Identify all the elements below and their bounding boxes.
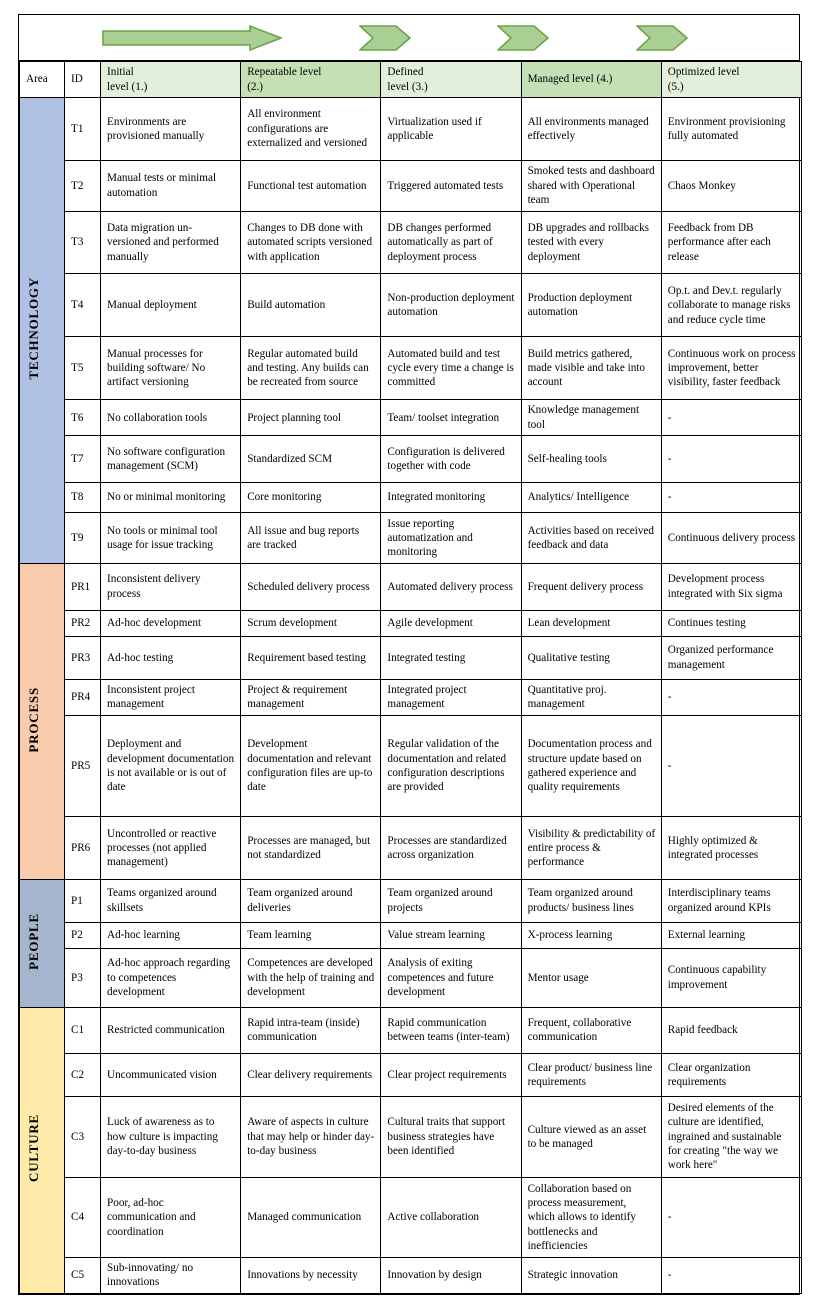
cell-p2-level-2: Team learning (241, 922, 381, 948)
row-id-c1: C1 (65, 1007, 101, 1054)
header-level-4 (521, 62, 661, 98)
table-row (20, 513, 802, 564)
cell-t7-level-5: - (661, 436, 801, 483)
cell-t5-level-5: Continuous work on process improvement, better visibility, faster feedback (661, 337, 801, 400)
cell-c4-level-5: - (661, 1177, 801, 1257)
row-id-pr2: PR2 (65, 610, 101, 636)
cell-t2-level-1: Manual tests or minimal automation (101, 160, 241, 211)
area-label-text: PEOPLE (26, 912, 41, 970)
cell-t1-level-5: Environment provisioning fully automated (661, 98, 801, 161)
row-id-c2: C2 (65, 1054, 101, 1097)
header-row (20, 62, 802, 98)
cell-c5-level-1: Sub-innovating/ no innovations (101, 1257, 241, 1293)
cell-pr2-level-3: Agile development (381, 610, 521, 636)
maturity-progression-arrows (19, 15, 799, 61)
table-row (20, 160, 802, 211)
table-row (20, 1257, 802, 1293)
cell-t4-level-3: Non-production deployment automation (381, 274, 521, 337)
cell-c4-level-2: Managed communication (241, 1177, 381, 1257)
table-row (20, 1054, 802, 1097)
header-level-2 (241, 62, 381, 98)
cell-t8-level-4: Analytics/ Intelligence (521, 482, 661, 512)
cell-t6-level-4: Knowledge management tool (521, 400, 661, 436)
row-id-t6: T6 (65, 400, 101, 436)
cell-c1-level-1: Restricted communication (101, 1007, 241, 1054)
cell-p3-level-2: Competences are developed with the help of training and development (241, 948, 381, 1007)
table-row (20, 1177, 802, 1257)
row-id-pr5: PR5 (65, 715, 101, 816)
cell-c1-level-2: Rapid intra-team (inside) communication (241, 1007, 381, 1054)
cell-t5-level-4: Build metrics gathered, made visible and take into account (521, 337, 661, 400)
cell-pr5-level-1: Deployment and development documentation is not available or is out of date (101, 715, 241, 816)
area-label-text: PROCESS (26, 686, 41, 753)
header-id: ID (65, 62, 101, 98)
table-row (20, 948, 802, 1007)
area-label-process (20, 563, 65, 879)
cell-c3-level-5: Desired elements of the culture are identified, ingrained and sustainable for creating "the way we work here" (661, 1096, 801, 1177)
cell-pr1-level-4: Frequent delivery process (521, 563, 661, 610)
arrow-long-initial-to-repeatable-icon (102, 25, 282, 51)
cell-p2-level-3: Value stream learning (381, 922, 521, 948)
cell-pr5-level-3: Regular validation of the documentation and related configuration descriptions are provided (381, 715, 521, 816)
row-id-t1: T1 (65, 98, 101, 161)
cell-p1-level-2: Team organized around deliveries (241, 879, 381, 922)
cell-t9-level-3: Issue reporting automatization and monitoring (381, 513, 521, 564)
cell-t9-level-2: All issue and bug reports are tracked (241, 513, 381, 564)
table-row (20, 337, 802, 400)
row-id-c4: C4 (65, 1177, 101, 1257)
cell-c2-level-3: Clear project requirements (381, 1054, 521, 1097)
cell-c3-level-4: Culture viewed as an asset to be managed (521, 1096, 661, 1177)
cell-t4-level-4: Production deployment automation (521, 274, 661, 337)
cell-pr5-level-4: Documentation process and structure update based on gathered experience and quality requirements (521, 715, 661, 816)
cell-t9-level-5: Continuous delivery process (661, 513, 801, 564)
cell-c5-level-2: Innovations by necessity (241, 1257, 381, 1293)
row-id-t3: T3 (65, 211, 101, 274)
cell-p1-level-1: Teams organized around skillsets (101, 879, 241, 922)
cell-pr3-level-5: Organized performance management (661, 636, 801, 679)
cell-t3-level-2: Changes to DB done with automated scripts versioned with application (241, 211, 381, 274)
header-level-5 (661, 62, 801, 98)
cell-pr3-level-4: Qualitative testing (521, 636, 661, 679)
cell-t6-level-3: Team/ toolset integration (381, 400, 521, 436)
row-id-t4: T4 (65, 274, 101, 337)
table-row (20, 636, 802, 679)
cell-t8-level-5: - (661, 482, 801, 512)
cell-t4-level-2: Build automation (241, 274, 381, 337)
cell-pr3-level-3: Integrated testing (381, 636, 521, 679)
cell-pr6-level-1: Uncontrolled or reactive processes (not applied management) (101, 817, 241, 880)
cell-pr6-level-5: Highly optimized & integrated processes (661, 817, 801, 880)
cell-p2-level-4: X-process learning (521, 922, 661, 948)
row-id-t7: T7 (65, 436, 101, 483)
cell-pr1-level-3: Automated delivery process (381, 563, 521, 610)
cell-p2-level-5: External learning (661, 922, 801, 948)
cell-pr2-level-2: Scrum development (241, 610, 381, 636)
cell-pr6-level-3: Processes are standardized across organization (381, 817, 521, 880)
cell-t7-level-3: Configuration is delivered together with code (381, 436, 521, 483)
cell-p3-level-1: Ad-hoc approach regarding to competences development (101, 948, 241, 1007)
table-header (20, 62, 802, 98)
area-label-people (20, 879, 65, 1007)
cell-c5-level-3: Innovation by design (381, 1257, 521, 1293)
table-row (20, 817, 802, 880)
table-row (20, 715, 802, 816)
cell-t2-level-4: Smoked tests and dashboard shared with Operational team (521, 160, 661, 211)
row-id-pr3: PR3 (65, 636, 101, 679)
cell-c2-level-4: Clear product/ business line requirements (521, 1054, 661, 1097)
header-level-1-line2: level (1.) (107, 80, 148, 93)
cell-t2-level-5: Chaos Monkey (661, 160, 801, 211)
cell-p1-level-4: Team organized around products/ business lines (521, 879, 661, 922)
row-id-p3: P3 (65, 948, 101, 1007)
cell-t3-level-4: DB upgrades and rollbacks tested with every deployment (521, 211, 661, 274)
cell-pr2-level-4: Lean development (521, 610, 661, 636)
header-level-2-line1: Repeatable level (247, 66, 322, 79)
cell-c5-level-5: - (661, 1257, 801, 1293)
cell-pr6-level-2: Processes are managed, but not standardized (241, 817, 381, 880)
row-id-c5: C5 (65, 1257, 101, 1293)
cell-c1-level-3: Rapid communication between teams (inter-team) (381, 1007, 521, 1054)
cell-p3-level-3: Analysis of exiting competences and future development (381, 948, 521, 1007)
cell-pr6-level-4: Visibility & predictability of entire process & performance (521, 817, 661, 880)
row-id-c3: C3 (65, 1096, 101, 1177)
cell-pr1-level-1: Inconsistent delivery process (101, 563, 241, 610)
cell-p3-level-5: Continuous capability improvement (661, 948, 801, 1007)
area-label-text: CULTURE (26, 1114, 41, 1183)
row-id-pr6: PR6 (65, 817, 101, 880)
cell-pr4-level-3: Integrated project management (381, 679, 521, 715)
row-id-t9: T9 (65, 513, 101, 564)
cell-t4-level-1: Manual deployment (101, 274, 241, 337)
table-row (20, 1096, 802, 1177)
header-level-4-line1: Managed level (4.) (527, 73, 613, 86)
cell-t6-level-5: - (661, 400, 801, 436)
header-area: Area (20, 62, 65, 98)
cell-c3-level-2: Aware of aspects in culture that may help or hinder day-to-day business (241, 1096, 381, 1177)
cell-p3-level-4: Mentor usage (521, 948, 661, 1007)
cell-t6-level-2: Project planning tool (241, 400, 381, 436)
cell-p2-level-1: Ad-hoc learning (101, 922, 241, 948)
cell-p1-level-3: Team organized around projects (381, 879, 521, 922)
cell-pr3-level-2: Requirement based testing (241, 636, 381, 679)
maturity-matrix-table (19, 61, 802, 1294)
cell-c1-level-5: Rapid feedback (661, 1007, 801, 1054)
header-level-1-line1: Initial (107, 66, 134, 79)
header-level-5-line1: Optimized level (667, 66, 740, 79)
table-row (20, 98, 802, 161)
cell-t7-level-4: Self-healing tools (521, 436, 661, 483)
cell-t6-level-1: No collaboration tools (101, 400, 241, 436)
cell-t4-level-5: Op.t. and Dev.t. regularly collaborate to manage risks and reduce cycle time (661, 274, 801, 337)
cell-t5-level-1: Manual processes for building software/ No artifact versioning (101, 337, 241, 400)
table-body (20, 98, 802, 1294)
arrow-chevron-defined-icon (497, 25, 549, 51)
cell-pr5-level-2: Development documentation and relevant configuration files are up-to date (241, 715, 381, 816)
cell-c4-level-4: Collaboration based on process measurement, which allows to identify bottlenecks and inefficiencies (521, 1177, 661, 1257)
cell-t3-level-1: Data migration un-versioned and performed manually (101, 211, 241, 274)
arrow-chevron-managed-icon (636, 25, 688, 51)
cell-pr1-level-5: Development process integrated with Six sigma (661, 563, 801, 610)
cell-t8-level-2: Core monitoring (241, 482, 381, 512)
table-row (20, 610, 802, 636)
cell-c4-level-1: Poor, ad-hoc communication and coordination (101, 1177, 241, 1257)
cell-t8-level-3: Integrated monitoring (381, 482, 521, 512)
header-level-1 (101, 62, 241, 98)
cell-c3-level-3: Cultural traits that support business strategies have been identified (381, 1096, 521, 1177)
cell-t1-level-1: Environments are provisioned manually (101, 98, 241, 161)
row-id-t5: T5 (65, 337, 101, 400)
cell-t8-level-1: No or minimal monitoring (101, 482, 241, 512)
row-id-pr1: PR1 (65, 563, 101, 610)
cell-c3-level-1: Luck of awareness as to how culture is impacting day-to-day business (101, 1096, 241, 1177)
cell-c1-level-4: Frequent, collaborative communication (521, 1007, 661, 1054)
cell-t5-level-3: Automated build and test cycle every time a change is committed (381, 337, 521, 400)
cell-c2-level-1: Uncommunicated vision (101, 1054, 241, 1097)
cell-t5-level-2: Regular automated build and testing. Any builds can be recreated from source (241, 337, 381, 400)
table-row (20, 879, 802, 922)
cell-pr4-level-5: - (661, 679, 801, 715)
header-level-5-line2: (5.) (667, 80, 684, 93)
row-id-pr4: PR4 (65, 679, 101, 715)
cell-c2-level-2: Clear delivery requirements (241, 1054, 381, 1097)
table-row (20, 211, 802, 274)
arrow-chevron-repeatable-icon (359, 25, 411, 51)
header-level-3 (381, 62, 521, 98)
cell-pr4-level-4: Quantitative proj. management (521, 679, 661, 715)
cell-t7-level-1: No software configuration management (SCM) (101, 436, 241, 483)
cell-pr5-level-5: - (661, 715, 801, 816)
row-id-t8: T8 (65, 482, 101, 512)
cell-pr2-level-1: Ad-hoc development (101, 610, 241, 636)
table-row (20, 1007, 802, 1054)
cell-t9-level-4: Activities based on received feedback and data (521, 513, 661, 564)
area-label-text: TECHNOLOGY (26, 277, 41, 380)
table-row (20, 922, 802, 948)
cell-pr4-level-1: Inconsistent project management (101, 679, 241, 715)
header-level-3-line1: Defined (387, 66, 424, 79)
row-id-p1: P1 (65, 879, 101, 922)
table-row (20, 274, 802, 337)
table-row (20, 563, 802, 610)
row-id-p2: P2 (65, 922, 101, 948)
cell-t2-level-3: Triggered automated tests (381, 160, 521, 211)
cell-c2-level-5: Clear organization requirements (661, 1054, 801, 1097)
cell-pr2-level-5: Continues testing (661, 610, 801, 636)
cell-t7-level-2: Standardized SCM (241, 436, 381, 483)
header-level-2-line2: (2.) (247, 80, 264, 93)
cell-t9-level-1: No tools or minimal tool usage for issue tracking (101, 513, 241, 564)
header-level-3-line2: level (3.) (387, 80, 428, 93)
cell-t3-level-5: Feedback from DB performance after each release (661, 211, 801, 274)
table-row (20, 400, 802, 436)
cell-pr4-level-2: Project & requirement management (241, 679, 381, 715)
table-row (20, 436, 802, 483)
area-label-technology (20, 98, 65, 564)
table-row (20, 482, 802, 512)
table-row (20, 679, 802, 715)
row-id-t2: T2 (65, 160, 101, 211)
cell-c4-level-3: Active collaboration (381, 1177, 521, 1257)
cell-t1-level-3: Virtualization used if applicable (381, 98, 521, 161)
cell-t3-level-3: DB changes performed automatically as part of deployment process (381, 211, 521, 274)
cell-c5-level-4: Strategic innovation (521, 1257, 661, 1293)
cell-t1-level-4: All environments managed effectively (521, 98, 661, 161)
maturity-matrix-frame (18, 14, 800, 1295)
cell-t1-level-2: All environment configurations are externalized and versioned (241, 98, 381, 161)
cell-pr3-level-1: Ad-hoc testing (101, 636, 241, 679)
cell-p1-level-5: Interdisciplinary teams organized around KPIs (661, 879, 801, 922)
area-label-culture (20, 1007, 65, 1293)
cell-pr1-level-2: Scheduled delivery process (241, 563, 381, 610)
cell-t2-level-2: Functional test automation (241, 160, 381, 211)
